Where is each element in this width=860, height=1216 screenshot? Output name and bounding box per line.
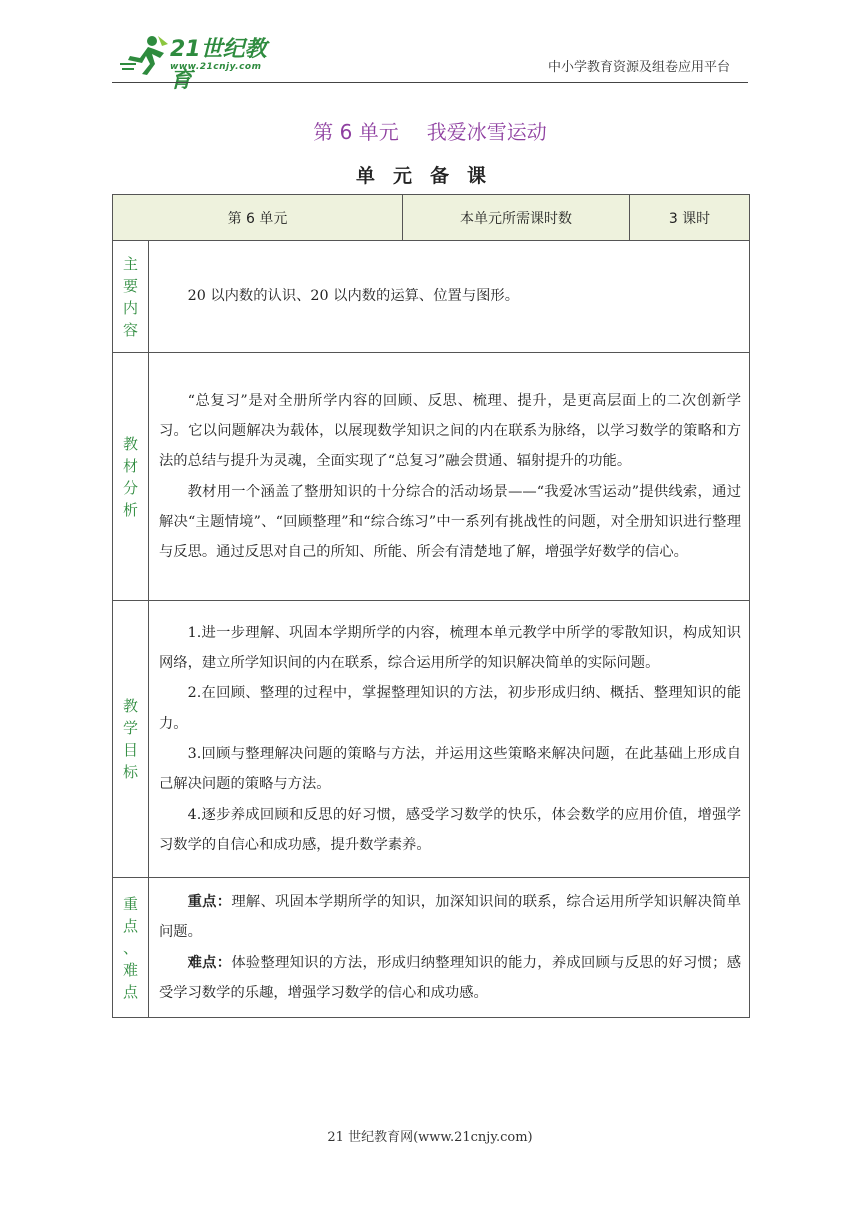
hours-label-cell: 本单元所需课时数 xyxy=(403,195,630,241)
main-content-label: 主 要 内 容 xyxy=(113,241,149,353)
lesson-plan-table xyxy=(112,194,750,1018)
table-row-key-points xyxy=(113,878,750,1018)
analysis-paragraph: “总复习”是对全册所学内容的回顾、反思、梳理、提升，是更高层面上的二次创新学习。它以问题解决为载体，以展现数学知识之间的内在联系为脉络，以学习数学的策略和方法的总结与提升为灵魂，全面实现了“总复习”融会贯通、辐射提升的功能。 xyxy=(159,392,741,470)
table-row-analysis xyxy=(113,353,750,601)
key-point-text: 理解、巩固本学期所学的知识，加深知识间的联系，综合运用所学知识解决简单问题。 xyxy=(159,893,742,941)
page-title xyxy=(0,116,860,145)
key-points-cell xyxy=(149,878,750,1018)
unit-cell: 第 6 单元 xyxy=(113,195,403,241)
page-subtitle: 单元备课 xyxy=(355,165,504,187)
platform-name: 中小学教育资源及组卷应用平台 xyxy=(547,60,730,75)
analysis-cell xyxy=(149,353,750,601)
goals-label: 教 学 目 标 xyxy=(113,601,149,878)
goal-item: 2.在回顾、整理的过程中，掌握整理知识的方法，初步形成归纳、概括、整理知识的能力。 xyxy=(159,685,741,732)
hours-value-cell: 3 课时 xyxy=(630,195,750,241)
table-header-row xyxy=(113,195,750,241)
difficulty-label: 难点： xyxy=(187,954,232,971)
page-header xyxy=(112,28,748,93)
site-logo[interactable] xyxy=(118,32,288,93)
goals-cell xyxy=(149,601,750,878)
main-content-cell xyxy=(149,241,750,353)
page-footer: 21 世纪教育网(www.21cnjy.com) xyxy=(327,1130,533,1145)
difficulty-text: 体验整理知识的方法，形成归纳整理知识的能力，养成回顾与反思的好习惯；感受学习数学的乐趣，增强学习数学的信心和成功感。 xyxy=(159,954,742,1001)
key-point-label: 重点： xyxy=(187,893,232,910)
goal-item: 3.回顾与整理解决问题的策略与方法，并运用这些策略来解决问题，在此基础上形成自己解决问题的策略与方法。 xyxy=(159,746,741,793)
goal-item: 1.进一步理解、巩固本学期所学的内容，梳理本单元教学中所学的零散知识，构成知识网络，建立所学知识间的内在联系，综合运用所学的知识解决简单的实际问题。 xyxy=(159,624,741,672)
goal-item: 4.逐步养成回顾和反思的好习惯，感受学习数学的快乐，体会数学的应用价值，增强学习数学的自信心和成功感，提升数学素养。 xyxy=(159,806,741,853)
table-row-goals xyxy=(113,601,750,878)
title-topic: 我爱冰雪运动 xyxy=(426,120,547,144)
runner-logo-icon xyxy=(118,34,170,76)
difficulty-paragraph xyxy=(159,948,741,1009)
key-point-paragraph xyxy=(159,887,741,948)
header-divider xyxy=(112,82,748,83)
table-row-main-content xyxy=(113,241,750,353)
analysis-paragraph: 教材用一个涵盖了整册知识的十分综合的活动场景——“我爱冰雪运动”提供线索，通过解决“主题情境”、“回顾整理”和“综合练习”中一系列有挑战性的问题，对全册知识进行整理与反思。通过反思对自己的所知、所能、所会有清楚地了解，增强学好数学的信心。 xyxy=(159,483,741,561)
key-points-label: 重 点 、 难 点 xyxy=(113,878,149,1018)
logo-text: 21世纪教育 xyxy=(170,37,267,93)
main-content-text: 20 以内数的认识、20 以内数的运算、位置与图形。 xyxy=(187,288,520,305)
logo-url: www.21cnjy.com xyxy=(170,62,262,72)
analysis-label: 教 材 分 析 xyxy=(113,353,149,601)
title-unit: 第 6 单元 xyxy=(313,120,399,144)
